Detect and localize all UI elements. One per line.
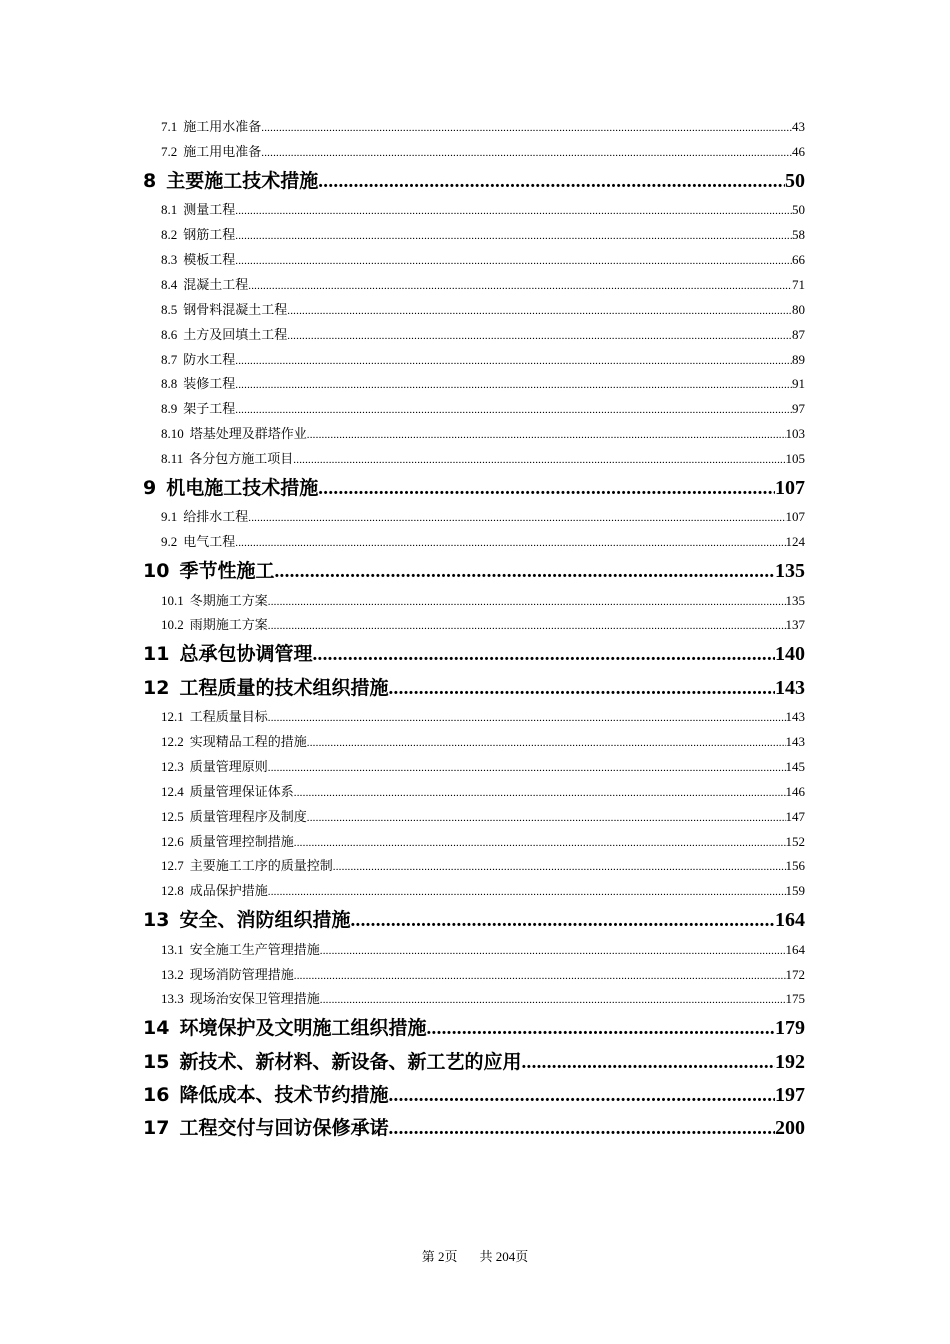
toc-section-entry[interactable] bbox=[143, 447, 805, 472]
toc-section-entry[interactable] bbox=[143, 805, 805, 830]
toc-entry-page-number: 143 bbox=[775, 676, 805, 699]
toc-section-entry[interactable] bbox=[143, 505, 805, 530]
toc-entry-page-number: 89 bbox=[792, 351, 805, 367]
toc-dot-leader bbox=[388, 1112, 775, 1145]
toc-entry-number: 8.8 bbox=[161, 376, 178, 392]
toc-entry-page-number: 143 bbox=[785, 709, 805, 725]
toc-section-entry[interactable] bbox=[143, 963, 805, 988]
toc-dot-leader bbox=[294, 831, 786, 856]
toc-dot-leader bbox=[294, 781, 786, 806]
toc-entry-page-number: 103 bbox=[785, 426, 805, 442]
toc-entry-number: 10.1 bbox=[161, 592, 184, 608]
toc-section-entry[interactable] bbox=[143, 397, 805, 422]
toc-entry-number: 7.1 bbox=[161, 119, 178, 134]
toc-entry-page-number: 175 bbox=[785, 991, 805, 1007]
toc-chapter-entry[interactable] bbox=[143, 1046, 805, 1079]
toc-entry-page-number: 192 bbox=[775, 1050, 805, 1073]
toc-entry-page-number: 135 bbox=[775, 560, 805, 583]
toc-entry-number: 11 bbox=[143, 643, 170, 666]
toc-dot-leader bbox=[307, 731, 786, 756]
toc-entry-number: 7.2 bbox=[161, 143, 178, 159]
toc-chapter-entry[interactable] bbox=[143, 904, 805, 937]
toc-dot-leader bbox=[235, 249, 792, 274]
toc-entry-title: 模板工程 bbox=[183, 251, 236, 267]
toc-entry-title: 成品保护措施 bbox=[189, 883, 268, 899]
toc-entry-title: 实现精品工程的措施 bbox=[189, 733, 307, 749]
toc-entry-number: 12.1 bbox=[161, 709, 184, 725]
toc-entry-title: 施工用水准备 bbox=[183, 119, 262, 134]
toc-section-entry[interactable] bbox=[143, 273, 805, 298]
toc-section-entry[interactable] bbox=[143, 198, 805, 223]
toc-section-entry[interactable] bbox=[143, 780, 805, 805]
toc-entry-page-number: 66 bbox=[792, 251, 805, 267]
toc-entry-title: 总承包协调管理 bbox=[179, 643, 313, 666]
toc-entry-title: 降低成本、技术节约措施 bbox=[179, 1084, 389, 1107]
toc-entry-page-number: 164 bbox=[775, 909, 805, 932]
toc-entry-title: 钢筋工程 bbox=[183, 227, 236, 243]
toc-entry-number: 13.3 bbox=[161, 991, 184, 1007]
toc-section-entry[interactable] bbox=[143, 938, 805, 963]
toc-entry-number: 8.10 bbox=[161, 426, 184, 442]
toc-section-entry[interactable] bbox=[143, 223, 805, 248]
toc-entry-title: 测量工程 bbox=[183, 202, 236, 218]
toc-section-entry[interactable] bbox=[143, 830, 805, 855]
toc-section-entry[interactable] bbox=[143, 248, 805, 273]
toc-entry-number: 12 bbox=[143, 676, 170, 699]
toc-section-entry[interactable] bbox=[143, 730, 805, 755]
toc-dot-leader bbox=[350, 904, 775, 937]
toc-chapter-entry[interactable] bbox=[143, 555, 805, 588]
toc-entry-page-number: 179 bbox=[775, 1017, 805, 1040]
toc-entry-title: 各分包方施工项目 bbox=[189, 451, 294, 467]
toc-entry-title: 质量管理保证体系 bbox=[189, 783, 294, 799]
toc-dot-leader bbox=[287, 299, 792, 324]
toc-section-entry[interactable] bbox=[143, 323, 805, 348]
toc-entry-title: 工程质量目标 bbox=[189, 709, 268, 725]
toc-entry-page-number: 137 bbox=[785, 617, 805, 633]
toc-entry-title: 环境保护及文明施工组织措施 bbox=[179, 1017, 427, 1040]
toc-dot-leader bbox=[388, 1079, 775, 1112]
toc-entry-title: 防水工程 bbox=[183, 351, 236, 367]
total-pages-label: 共 204页 bbox=[479, 1249, 529, 1264]
toc-entry-page-number: 46 bbox=[792, 143, 805, 159]
toc-entry-number: 10.2 bbox=[161, 617, 184, 633]
toc-entry-page-number: 143 bbox=[785, 733, 805, 749]
toc-dot-leader bbox=[293, 448, 785, 473]
toc-entry-number: 16 bbox=[143, 1084, 170, 1107]
toc-entry-number: 8.9 bbox=[161, 401, 178, 417]
toc-entry-number: 12.8 bbox=[161, 883, 184, 899]
toc-entry-page-number: 146 bbox=[785, 783, 805, 799]
toc-section-entry[interactable] bbox=[143, 879, 805, 904]
toc-dot-leader bbox=[261, 116, 792, 141]
page-footer bbox=[0, 1246, 950, 1265]
toc-dot-leader bbox=[312, 638, 775, 671]
toc-dot-leader bbox=[268, 756, 786, 781]
toc-entry-page-number: 107 bbox=[785, 509, 805, 525]
toc-dot-leader bbox=[274, 555, 775, 588]
toc-entry-number: 8.5 bbox=[161, 301, 178, 317]
toc-section-entry[interactable] bbox=[143, 613, 805, 638]
toc-entry-number: 9.1 bbox=[161, 509, 178, 525]
current-page-label: 第 2页 bbox=[421, 1249, 458, 1264]
toc-dot-leader bbox=[261, 141, 792, 166]
toc-entry-number: 8.2 bbox=[161, 227, 178, 243]
toc-entry-title: 钢骨料混凝土工程 bbox=[183, 301, 288, 317]
toc-entry-title: 质量管理程序及制度 bbox=[189, 808, 307, 824]
toc-dot-leader bbox=[268, 614, 786, 639]
toc-entry-title: 新技术、新材料、新设备、新工艺的应用 bbox=[179, 1050, 522, 1073]
toc-chapter-entry[interactable] bbox=[143, 472, 805, 505]
toc-dot-leader bbox=[333, 855, 786, 880]
toc-entry-title: 土方及回填土工程 bbox=[183, 326, 288, 342]
toc-entry-page-number: 105 bbox=[785, 451, 805, 467]
toc-section-entry[interactable] bbox=[143, 422, 805, 447]
toc-dot-leader bbox=[248, 274, 792, 299]
toc-entry-number: 8.3 bbox=[161, 251, 178, 267]
toc-dot-leader bbox=[235, 398, 792, 423]
toc-entry-number: 8.4 bbox=[161, 276, 178, 292]
toc-entry-number: 8.7 bbox=[161, 351, 178, 367]
toc-section-entry[interactable] bbox=[143, 348, 805, 373]
toc-dot-leader bbox=[235, 531, 785, 556]
toc-entry-title: 季节性施工 bbox=[179, 560, 275, 583]
toc-entry-page-number: 91 bbox=[792, 376, 805, 392]
toc-entry-page-number: 71 bbox=[792, 276, 805, 292]
toc-section-entry[interactable] bbox=[143, 115, 805, 140]
toc-entry-page-number: 159 bbox=[785, 883, 805, 899]
toc-entry-page-number: 156 bbox=[785, 858, 805, 874]
toc-entry-title: 主要施工工序的质量控制 bbox=[189, 858, 333, 874]
toc-entry-page-number: 80 bbox=[792, 301, 805, 317]
toc-entry-page-number: 87 bbox=[792, 326, 805, 342]
toc-entry-title: 塔基处理及群塔作业 bbox=[189, 426, 307, 442]
toc-section-entry[interactable] bbox=[143, 298, 805, 323]
toc-dot-leader bbox=[388, 672, 775, 705]
toc-entry-page-number: 43 bbox=[792, 119, 805, 134]
toc-dot-leader bbox=[235, 199, 792, 224]
toc-entry-page-number: 140 bbox=[775, 643, 805, 666]
toc-entry-page-number: 97 bbox=[792, 401, 805, 417]
toc-entry-page-number: 200 bbox=[775, 1117, 805, 1140]
toc-entry-page-number: 50 bbox=[785, 169, 805, 192]
toc-entry-title: 现场治安保卫管理措施 bbox=[189, 991, 320, 1007]
toc-dot-leader bbox=[320, 988, 786, 1013]
toc-entry-number: 15 bbox=[143, 1050, 170, 1073]
toc-entry-page-number: 172 bbox=[785, 966, 805, 982]
toc-entry-number: 12.5 bbox=[161, 808, 184, 824]
toc-entry-number: 13 bbox=[143, 909, 170, 932]
toc-section-entry[interactable] bbox=[143, 987, 805, 1012]
toc-chapter-entry[interactable] bbox=[143, 1112, 805, 1145]
toc-entry-number: 12.4 bbox=[161, 783, 184, 799]
toc-section-entry[interactable] bbox=[143, 755, 805, 780]
toc-entry-title: 安全、消防组织措施 bbox=[179, 909, 351, 932]
table-of-contents bbox=[143, 115, 805, 1146]
toc-entry-number: 12.2 bbox=[161, 733, 184, 749]
toc-dot-leader bbox=[287, 324, 792, 349]
toc-entry-title: 电气工程 bbox=[183, 534, 236, 550]
toc-entry-title: 混凝土工程 bbox=[183, 276, 249, 292]
toc-entry-page-number: 58 bbox=[792, 227, 805, 243]
toc-entry-number: 9 bbox=[143, 476, 157, 499]
toc-entry-page-number: 107 bbox=[775, 476, 805, 499]
toc-entry-title: 装修工程 bbox=[183, 376, 236, 392]
toc-entry-title: 工程质量的技术组织措施 bbox=[179, 676, 389, 699]
toc-entry-title: 雨期施工方案 bbox=[189, 617, 268, 633]
toc-dot-leader bbox=[248, 506, 785, 531]
toc-dot-leader bbox=[318, 165, 785, 198]
toc-dot-leader bbox=[268, 880, 786, 905]
toc-dot-leader bbox=[235, 224, 792, 249]
toc-chapter-entry[interactable] bbox=[143, 1079, 805, 1112]
toc-entry-page-number: 164 bbox=[785, 941, 805, 957]
toc-entry-page-number: 50 bbox=[792, 202, 805, 218]
toc-dot-leader bbox=[268, 590, 786, 615]
toc-entry-page-number: 147 bbox=[785, 808, 805, 824]
toc-entry-number: 12.6 bbox=[161, 833, 184, 849]
toc-entry-title: 工程交付与回访保修承诺 bbox=[179, 1117, 389, 1140]
toc-dot-leader bbox=[235, 373, 792, 398]
toc-chapter-entry[interactable] bbox=[143, 638, 805, 671]
toc-entry-title: 架子工程 bbox=[183, 401, 236, 417]
toc-entry-page-number: 152 bbox=[785, 833, 805, 849]
toc-dot-leader bbox=[268, 706, 786, 731]
toc-entry-title: 冬期施工方案 bbox=[189, 592, 268, 608]
toc-section-entry[interactable] bbox=[143, 705, 805, 730]
toc-entry-number: 8 bbox=[143, 169, 157, 192]
toc-entry-title: 机电施工技术措施 bbox=[166, 476, 319, 499]
toc-section-entry[interactable] bbox=[143, 530, 805, 555]
toc-chapter-entry[interactable] bbox=[143, 1012, 805, 1045]
toc-entry-number: 10 bbox=[143, 560, 170, 583]
toc-entry-number: 14 bbox=[143, 1017, 170, 1040]
toc-dot-leader bbox=[426, 1012, 775, 1045]
toc-chapter-entry[interactable] bbox=[143, 165, 805, 198]
toc-entry-number: 12.3 bbox=[161, 758, 184, 774]
toc-dot-leader bbox=[318, 472, 775, 505]
toc-entry-number: 8.6 bbox=[161, 326, 178, 342]
toc-entry-title: 施工用电准备 bbox=[183, 143, 262, 159]
toc-entry-title: 给排水工程 bbox=[183, 509, 249, 525]
toc-entry-title: 主要施工技术措施 bbox=[166, 169, 319, 192]
toc-entry-page-number: 197 bbox=[775, 1084, 805, 1107]
toc-entry-number: 13.1 bbox=[161, 941, 184, 957]
toc-entry-number: 12.7 bbox=[161, 858, 184, 874]
toc-entry-number: 8.1 bbox=[161, 202, 178, 218]
toc-dot-leader bbox=[235, 349, 792, 374]
toc-entry-number: 9.2 bbox=[161, 534, 178, 550]
toc-entry-page-number: 124 bbox=[785, 534, 805, 550]
toc-entry-page-number: 135 bbox=[785, 592, 805, 608]
toc-dot-leader bbox=[320, 939, 786, 964]
toc-dot-leader bbox=[307, 423, 786, 448]
toc-section-entry[interactable] bbox=[143, 854, 805, 879]
toc-entry-number: 13.2 bbox=[161, 966, 184, 982]
toc-dot-leader bbox=[521, 1046, 775, 1079]
toc-section-entry[interactable] bbox=[143, 140, 805, 165]
toc-entry-title: 质量管理控制措施 bbox=[189, 833, 294, 849]
toc-entry-number: 8.11 bbox=[161, 451, 184, 467]
toc-entry-title: 质量管理原则 bbox=[189, 758, 268, 774]
toc-entry-title: 现场消防管理措施 bbox=[189, 966, 294, 982]
toc-entry-number: 17 bbox=[143, 1117, 170, 1140]
toc-chapter-entry[interactable] bbox=[143, 672, 805, 705]
toc-dot-leader bbox=[307, 806, 786, 831]
toc-section-entry[interactable] bbox=[143, 372, 805, 397]
toc-entry-title: 安全施工生产管理措施 bbox=[189, 941, 320, 957]
toc-entry-page-number: 145 bbox=[785, 758, 805, 774]
toc-section-entry[interactable] bbox=[143, 589, 805, 614]
toc-dot-leader bbox=[294, 964, 786, 989]
